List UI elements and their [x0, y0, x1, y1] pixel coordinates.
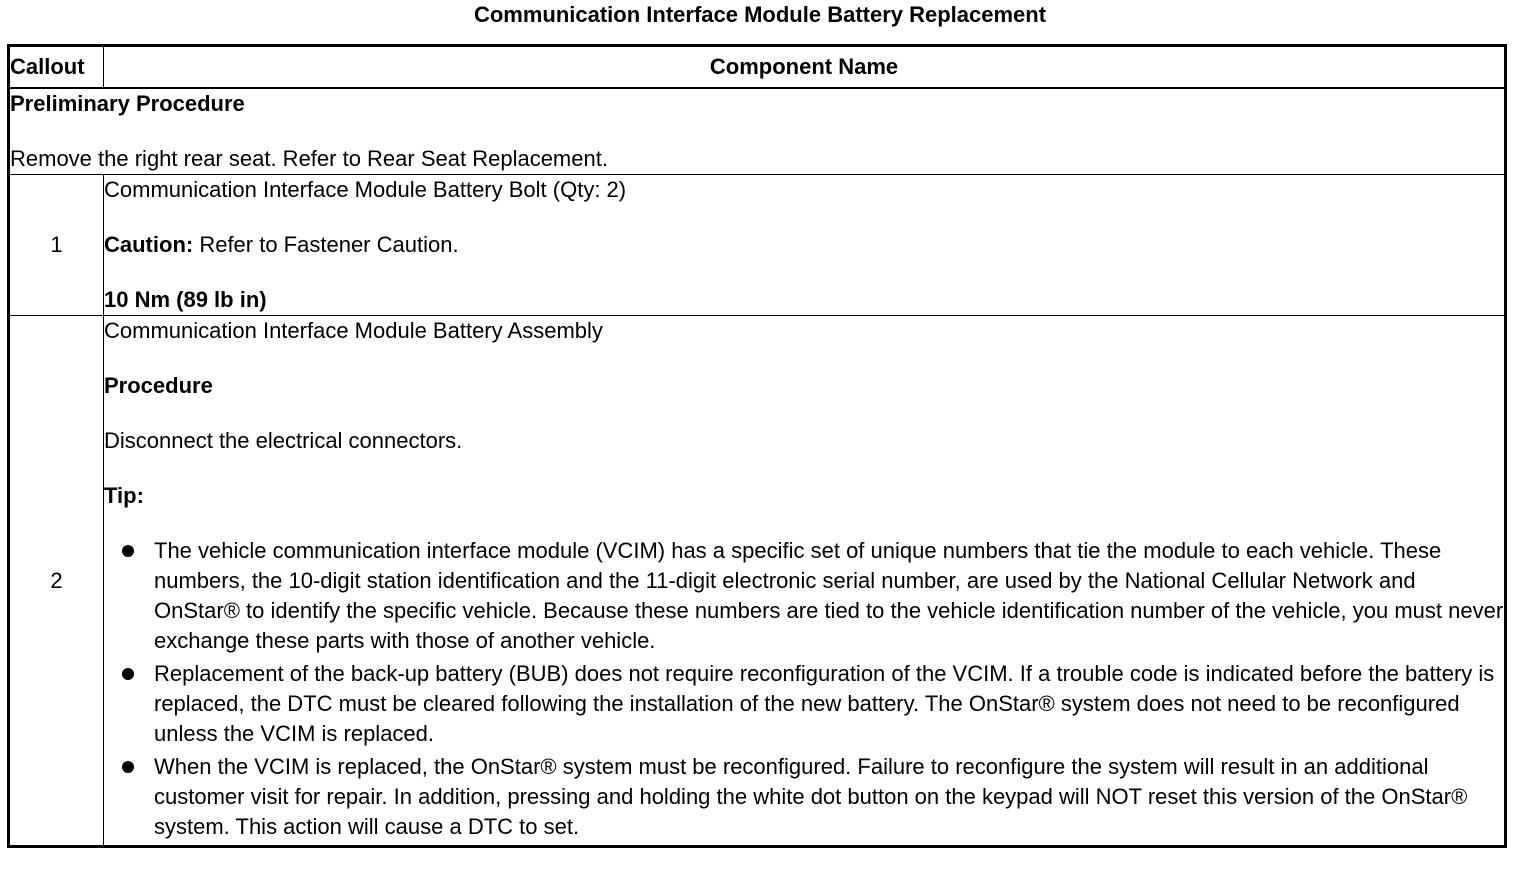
- caution-label: Caution:: [104, 232, 194, 257]
- component-cell: [104, 316, 1506, 847]
- table-header-row: [9, 46, 1506, 89]
- table-row: [9, 316, 1506, 847]
- component-cell: [104, 175, 1506, 316]
- procedure-label: Procedure: [104, 373, 213, 398]
- callout-number: 1: [9, 175, 104, 316]
- preliminary-row: [9, 88, 1506, 175]
- procedure-text: Disconnect the electrical connectors.: [104, 428, 463, 453]
- component-name: Communication Interface Module Battery Bolt (Qty: 2): [104, 177, 627, 202]
- bullet-icon: [122, 545, 134, 557]
- list-item: [104, 536, 1504, 656]
- callout-number: 2: [9, 316, 104, 847]
- tip-text: The vehicle communication interface module (VCIM) has a specific set of unique numbers that tie the module to each vehicle. These numbers, the 10-digit station identification and the 11-digit electronic serial number, are used by the National Cellular Network and OnStar® to identify the specific vehicle. Because these numbers are tied to the vehicle identification number of the vehicle, you must never exchange these parts with those of another vehicle.: [154, 538, 1504, 653]
- preliminary-heading: Preliminary Procedure: [10, 91, 245, 116]
- bullet-icon: [122, 668, 134, 680]
- tip-label: Tip:: [104, 483, 144, 508]
- list-item: [104, 752, 1504, 842]
- page-title: Communication Interface Module Battery Replacement: [473, 2, 1047, 27]
- tip-list: [104, 536, 1504, 842]
- procedure-table: [7, 44, 1507, 848]
- bullet-icon: [122, 761, 134, 773]
- component-name: Communication Interface Module Battery Assembly: [104, 318, 603, 343]
- caution-line: [104, 230, 1504, 260]
- tip-text: When the VCIM is replaced, the OnStar® system must be reconfigured. Failure to reconfigure the system will result in an additional customer visit for repair. In addition, pressing and holding the white dot button on the keypad will NOT reset this version of the OnStar® system. This action will cause a DTC to set.: [154, 754, 1468, 839]
- preliminary-text: Remove the right rear seat. Refer to Rear Seat Replacement.: [10, 146, 608, 171]
- table-row: [9, 175, 1506, 316]
- header-component-name: Component Name: [104, 46, 1506, 89]
- header-callout: Callout: [9, 46, 104, 89]
- torque-spec: 10 Nm (89 lb in): [104, 287, 267, 312]
- preliminary-cell: [9, 88, 1506, 175]
- list-item: [104, 659, 1504, 749]
- tip-text: Replacement of the back-up battery (BUB) does not require reconfiguration of the VCIM. If a trouble code is indicated before the battery is replaced, the DTC must be cleared following the installation of the new battery. The OnStar® system does not need to be reconfigured unless the VCIM is replaced.: [154, 661, 1495, 746]
- caution-text: Refer to Fastener Caution.: [193, 232, 459, 257]
